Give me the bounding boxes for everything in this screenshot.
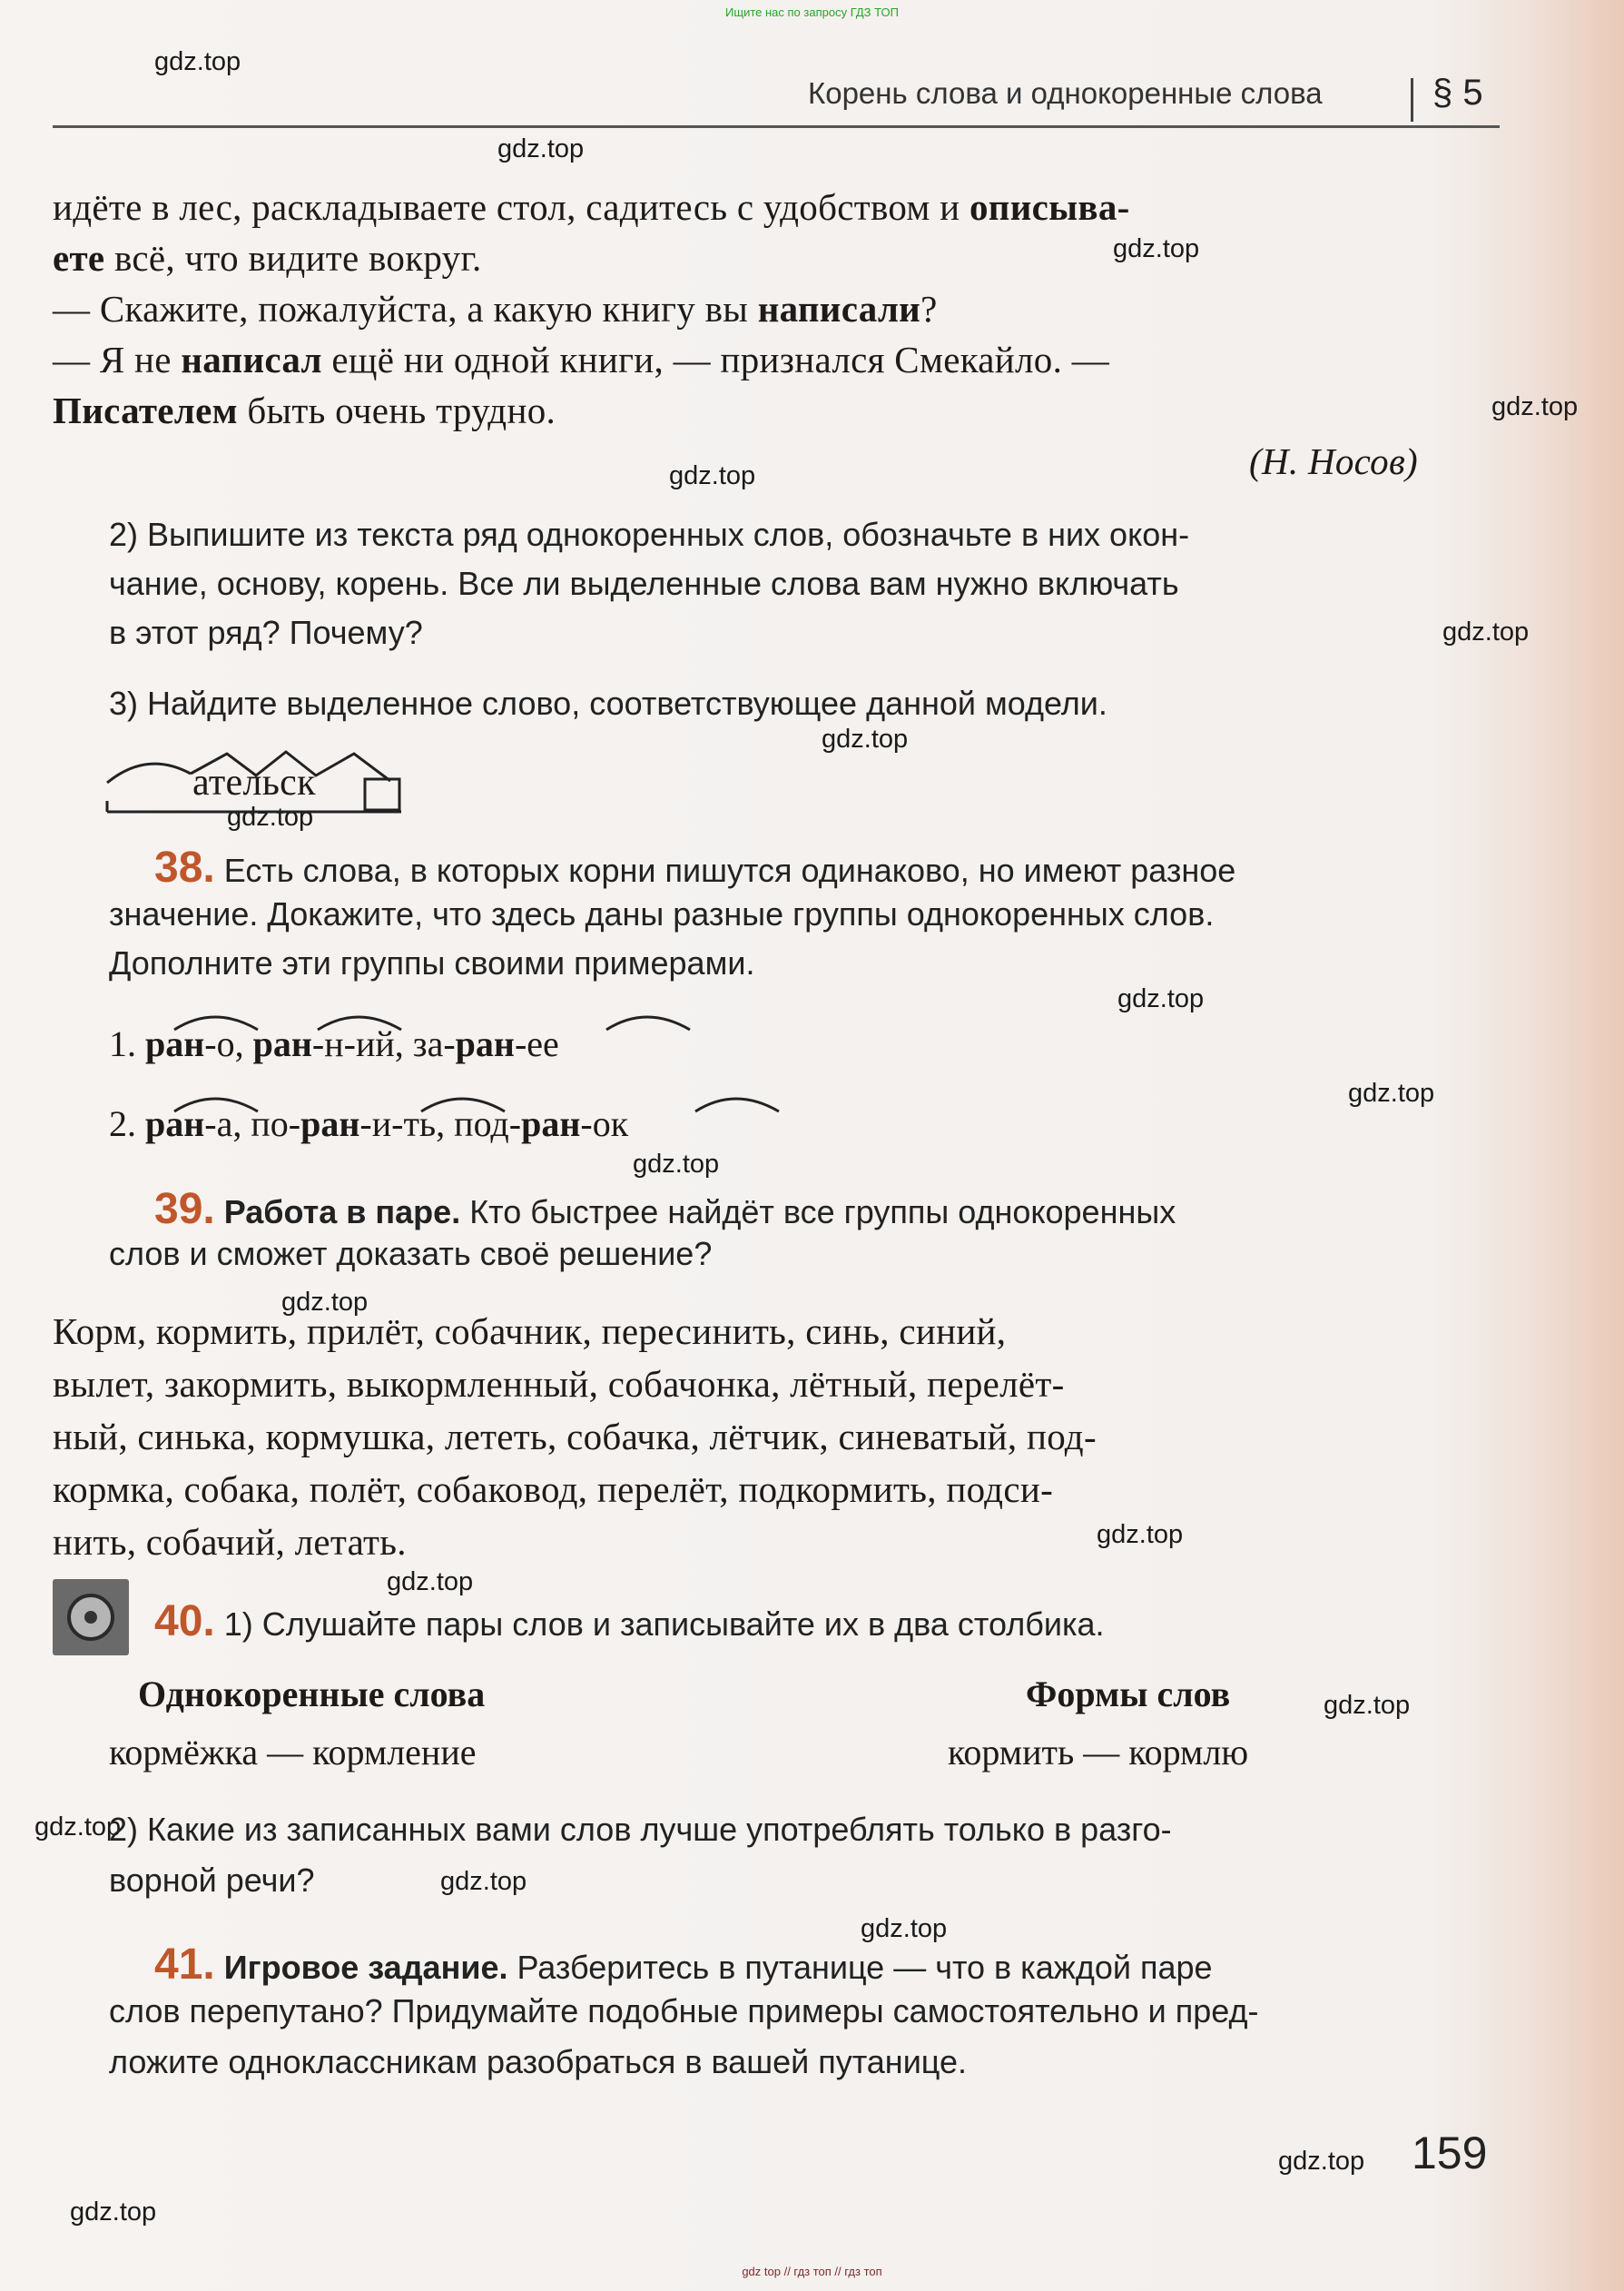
bottom-note: gdz top // гдз топ // гдз топ	[742, 2265, 882, 2278]
watermark: gdz.top	[1348, 1079, 1435, 1108]
story-line-3: — Скажите, пожалуйста, а какую книгу вы написали?	[53, 288, 938, 330]
watermark: gdz.top	[70, 2197, 157, 2227]
ex39-words-4: кормка, собака, полёт, собаковод, перелёт, подкормить, подси-	[53, 1468, 1054, 1510]
ex39-line-1: 39. Работа в паре. Кто быстрее найдёт все группы однокоренных	[154, 1185, 1176, 1233]
column-example-forms: кормить — кормлю	[948, 1732, 1249, 1773]
header-rule	[53, 125, 1500, 128]
task2-line-1: 2) Выпишите из текста ряд однокоренных слов, обозначьте в них окон-	[109, 516, 1190, 553]
watermark: gdz.top	[669, 461, 756, 490]
story-line-2: ете всё, что видите вокруг.	[53, 237, 482, 279]
task2-line-3: в этот ряд? Почему?	[109, 614, 423, 651]
prefix-arc	[107, 764, 191, 783]
story-author: (Н. Носов)	[1249, 440, 1418, 482]
story-line-5: Писателем быть очень трудно.	[53, 390, 556, 431]
task3-line: 3) Найдите выделенное слово, соответствующее данной модели.	[109, 685, 1107, 722]
ex40-q2-line-2: ворной речи?	[109, 1861, 315, 1899]
ex41-line-2: слов перепутано? Придумайте подобные примеры самостоятельно и пред-	[109, 1992, 1259, 2029]
ex39-words-1: Корм, кормить, прилёт, собачник, пересинить, синь, синий,	[53, 1310, 1007, 1352]
story-line-1: идёте в лес, раскладываете стол, садитесь с удобством и описыва-	[53, 186, 1130, 228]
ex38-line-1: 38. Есть слова, в которых корни пишутся одинаково, но имеют разное	[154, 844, 1236, 892]
ex39-number: 39.	[154, 1185, 215, 1233]
watermark: gdz.top	[387, 1567, 474, 1596]
ex38-number: 38.	[154, 844, 215, 892]
watermark: gdz.top	[1324, 1691, 1411, 1720]
column-head-related-words: Однокоренные слова	[138, 1674, 486, 1714]
watermark: gdz.top	[497, 134, 585, 163]
watermark: gdz.top	[34, 1812, 122, 1842]
ex39-words-3: ный, синька, кормушка, лететь, собачка, лётчик, синеватый, под-	[53, 1416, 1097, 1457]
story-line-4: — Я не написал ещё ни одной книги, — признался Смекайло. —	[53, 339, 1109, 380]
watermark: gdz.top	[1278, 2147, 1365, 2176]
task2-line-2: чание, основу, корень. Все ли выделенные слова вам нужно включать	[109, 565, 1179, 602]
watermark: gdz.top	[227, 803, 314, 832]
watermark: gdz.top	[1442, 617, 1530, 647]
ex38-row-2: 2. ран-а, по-ран-и-ть, под-ран-ок	[109, 1103, 629, 1144]
watermark: gdz.top	[154, 47, 241, 76]
word-model-letters: ательск	[192, 762, 316, 804]
watermark: gdz.top	[1491, 392, 1579, 421]
running-header-title: Корень слова и однокоренные слова	[808, 76, 1323, 110]
column-example-related: кормёжка — кормление	[109, 1732, 477, 1773]
watermark: gdz.top	[440, 1867, 527, 1896]
ex40-q2-line-1: 2) Какие из записанных вами слов лучше употреблять только в разго-	[109, 1811, 1172, 1848]
column-head-word-forms: Формы слов	[1026, 1674, 1231, 1714]
audio-disc-icon	[53, 1579, 129, 1655]
watermark: gdz.top	[1113, 234, 1200, 263]
watermark: gdz.top	[822, 725, 909, 754]
top-note: Ищите нас по запросу ГДЗ ТОП	[725, 5, 899, 19]
ex41-number: 41.	[154, 1940, 215, 1989]
watermark: gdz.top	[861, 1914, 948, 1943]
ex38-row-1: 1. ран-о, ран-н-ий, за-ран-ее	[109, 1023, 559, 1064]
ex39-line-2: слов и сможет доказать своё решение?	[109, 1235, 713, 1272]
ex41-line-3: ложите одноклассникам разобраться в вашей путанице.	[109, 2043, 968, 2080]
ending-box	[365, 779, 399, 810]
ex41-line-1: 41. Игровое задание. Разберитесь в путанице — что в каждой паре	[154, 1940, 1213, 1989]
ex38-line-2: значение. Докажите, что здесь даны разные группы однокоренных слов.	[109, 895, 1215, 933]
page-number: 159	[1412, 2128, 1488, 2178]
watermark: gdz.top	[633, 1150, 720, 1179]
ex40-line-1: 40. 1) Слушайте пары слов и записывайте их в два столбика.	[154, 1597, 1105, 1645]
section-number: § 5	[1432, 73, 1483, 113]
header-separator	[1411, 78, 1413, 122]
ex40-number: 40.	[154, 1597, 215, 1645]
watermark: gdz.top	[281, 1288, 369, 1317]
ex39-words-5: нить, собачий, летать.	[53, 1521, 407, 1563]
watermark: gdz.top	[1097, 1520, 1184, 1549]
watermark: gdz.top	[1117, 984, 1205, 1013]
ex38-line-3: Дополните эти группы своими примерами.	[109, 944, 755, 982]
ex39-words-2: вылет, закормить, выкормленный, собачонка, лётный, перелёт-	[53, 1363, 1065, 1405]
